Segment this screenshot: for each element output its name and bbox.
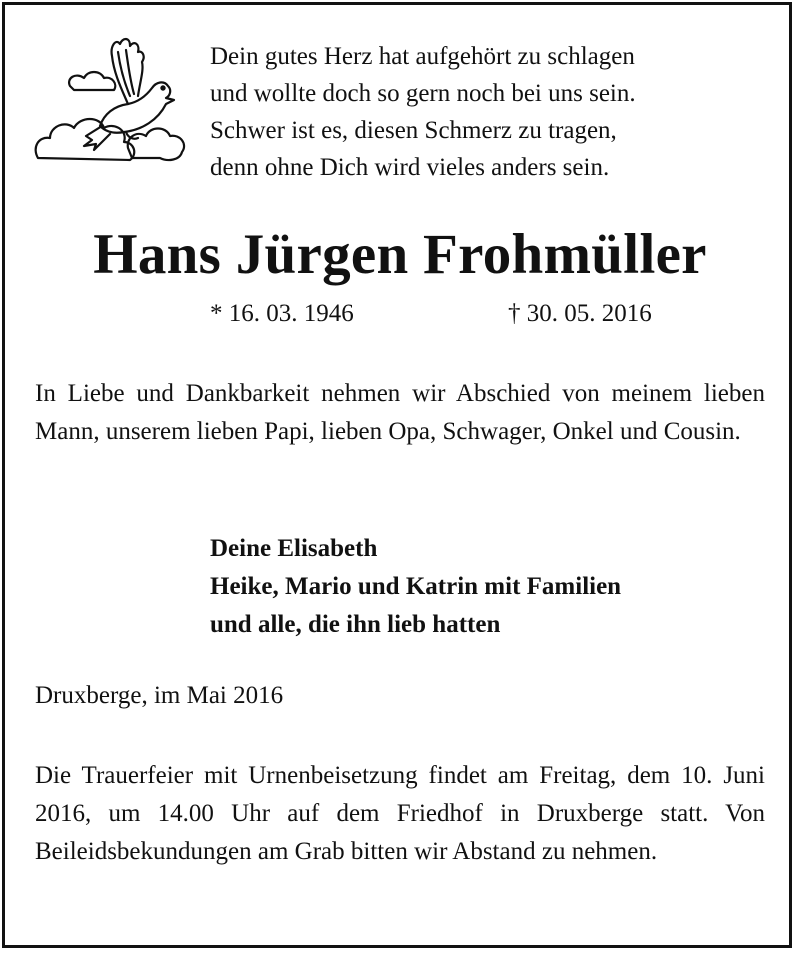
dove-on-clouds-icon [30, 30, 190, 170]
farewell-text: In Liebe und Dankbarkeit nehmen wir Abschied von meinem lieben Mann, unserem lieben Papi, lieben Opa, Schwager, Onkel und Cousin. [35, 380, 765, 445]
place-and-date: Druxberge, im Mai 2016 [35, 682, 284, 709]
deceased-name: Hans Jürgen Frohmüller [93, 223, 707, 286]
funeral-information: Die Trauerfeier mit Urnenbeisetzung findet am Freitag, dem 10. Juni 2016, um 14.00 Uhr auf dem Friedhof in Druxberge statt. Von Beileidsbekundungen am Grab bitten wir Abstand zu nehmen. [35, 762, 765, 865]
mourners-list [210, 530, 621, 644]
poem-line: und wollte doch so gern noch bei uns sein. [210, 80, 636, 107]
poem-line: Schwer ist es, diesen Schmerz zu tragen, [210, 117, 617, 144]
poem-line: denn ohne Dich wird vieles anders sein. [210, 154, 610, 181]
birth-date: * 16. 03. 1946 [210, 300, 354, 327]
mourner-line: und alle, die ihn lieb hatten [210, 611, 501, 638]
mourner-line: Deine Elisabeth [210, 535, 378, 562]
poem [210, 38, 636, 186]
death-date: † 30. 05. 2016 [508, 300, 652, 327]
poem-line: Dein gutes Herz hat aufgehört zu schlagen [210, 43, 635, 70]
mourner-line: Heike, Mario und Katrin mit Familien [210, 573, 622, 600]
